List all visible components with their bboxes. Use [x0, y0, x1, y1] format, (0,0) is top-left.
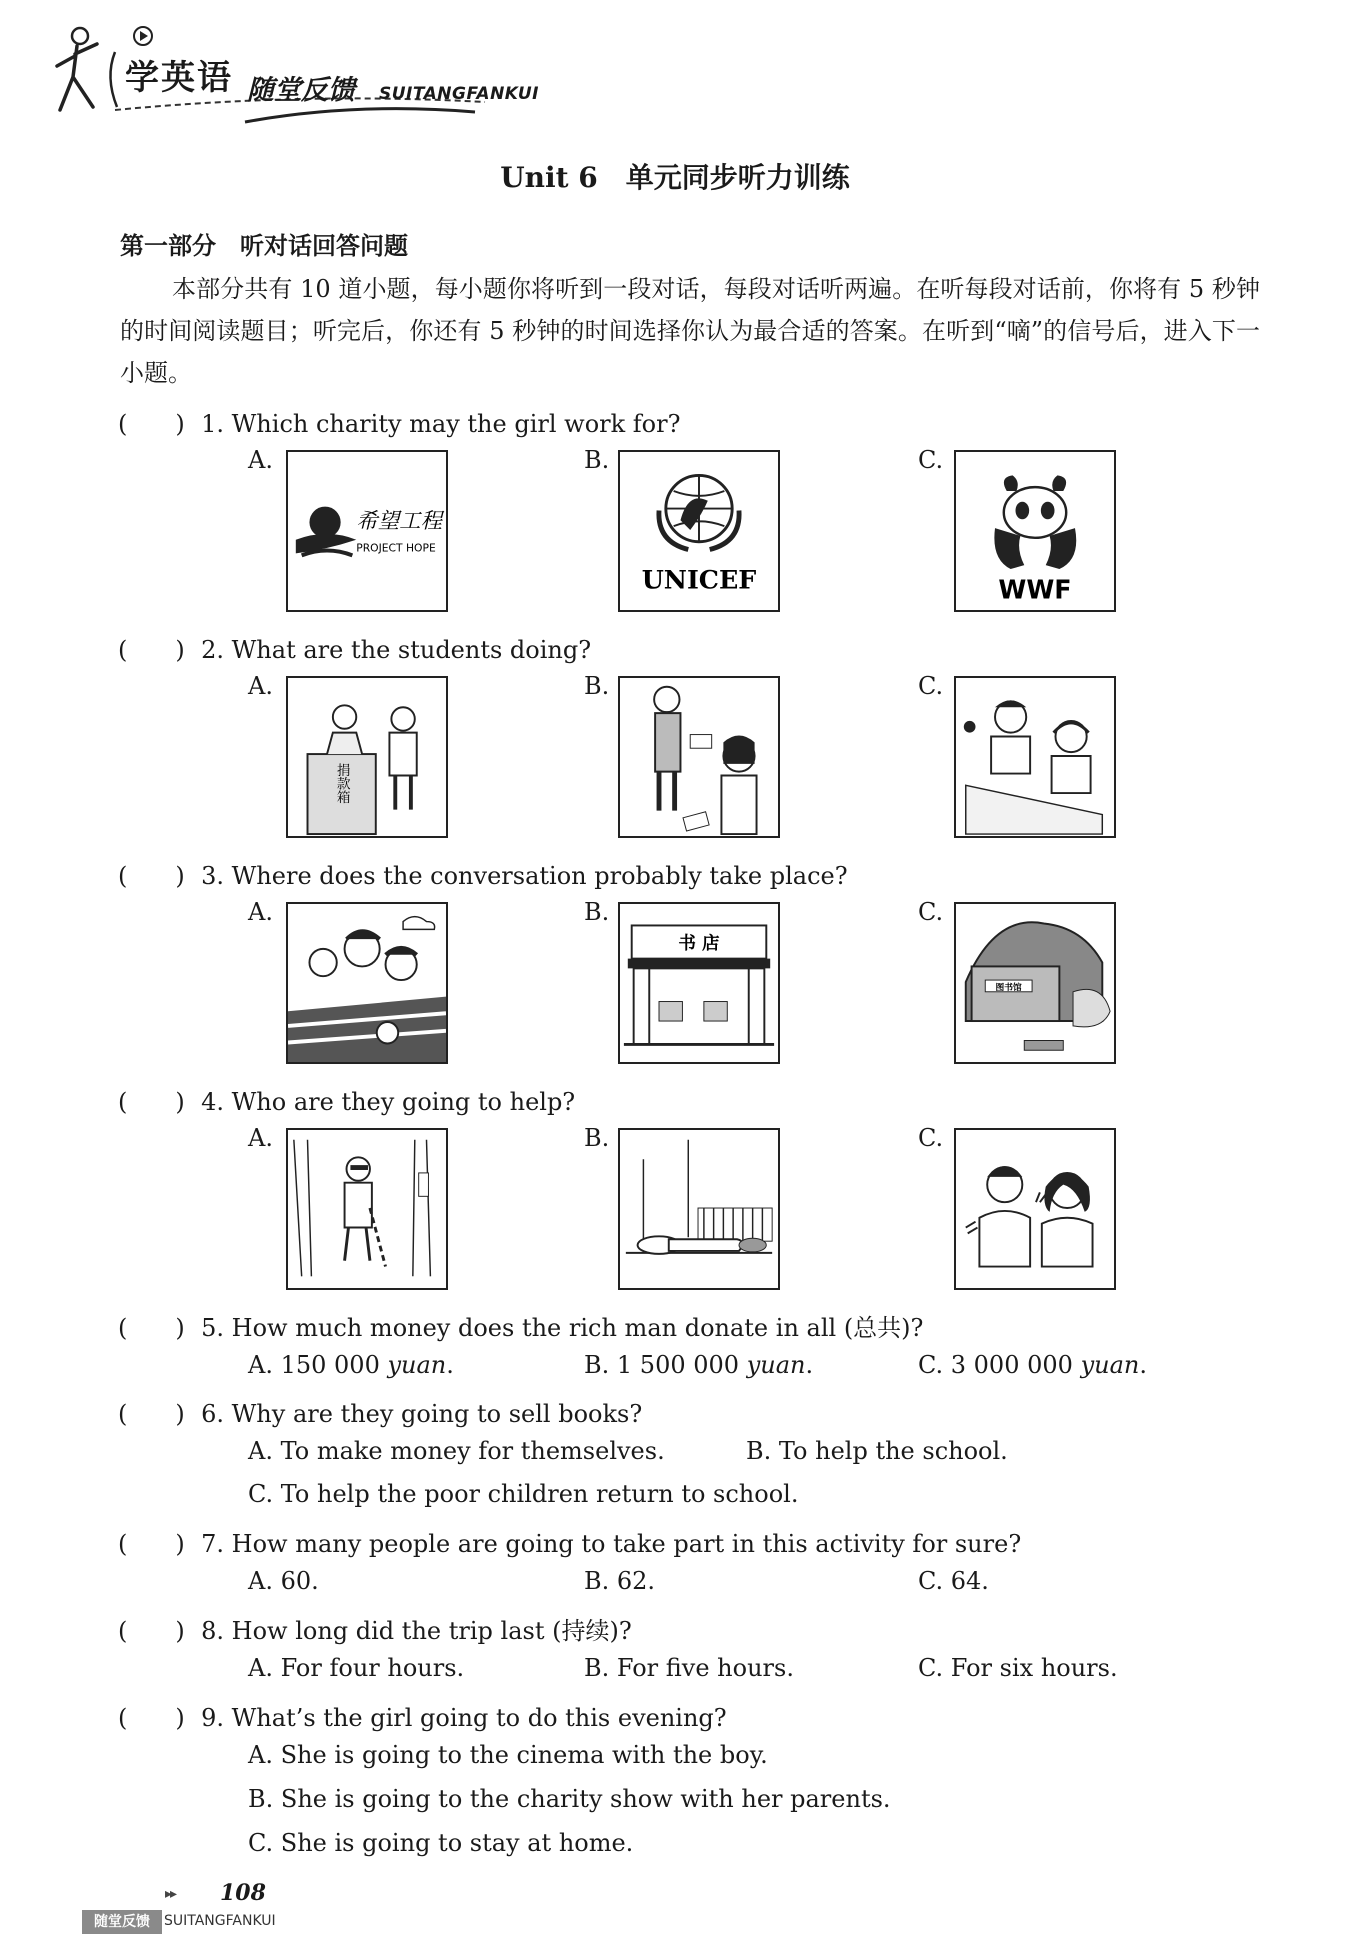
option-label: C.	[918, 672, 944, 700]
question-4	[118, 1082, 575, 1117]
option-label: C.	[918, 446, 944, 474]
page-number: 108	[220, 1880, 266, 1906]
option-b[interactable]: B. For five hours.	[584, 1654, 794, 1682]
option-label: A.	[248, 898, 273, 926]
option-label: A.	[248, 446, 273, 474]
option-c[interactable]: C. 64.	[918, 1567, 989, 1595]
option-b[interactable]: B. She is going to the charity show with her parents.	[248, 1785, 891, 1813]
question-text: How many people are going to take part in this activity for sure?	[231, 1530, 1022, 1558]
question-number: 5.	[201, 1314, 224, 1342]
option-label: B.	[584, 898, 610, 926]
option-c[interactable]: C. 3 000 000 yuan.	[918, 1351, 1147, 1379]
option-text: B. 1 500 000	[584, 1351, 740, 1379]
question-5	[118, 1308, 923, 1343]
question-number: 9.	[201, 1704, 224, 1732]
option-c[interactable]: C. For six hours.	[918, 1654, 1118, 1682]
deaf-couple-sign-language-picture[interactable]	[954, 1128, 1116, 1290]
bookstore-sign-text: 书 店	[678, 933, 720, 954]
question-number: 7.	[201, 1530, 224, 1558]
answer-blank[interactable]: ( )	[118, 410, 185, 438]
option-label: A.	[248, 672, 273, 700]
question-7	[118, 1524, 1021, 1559]
option-text: A. 150 000	[248, 1351, 380, 1379]
footer-latin-label: SUITANGFANKUI	[164, 1913, 276, 1929]
question-number: 6.	[201, 1400, 224, 1428]
question-text: Where does the conversation probably take place?	[231, 862, 848, 890]
option-label: C.	[918, 898, 944, 926]
question-9	[118, 1698, 727, 1733]
answer-blank[interactable]: ( )	[118, 1704, 185, 1732]
answer-blank[interactable]: ( )	[118, 1088, 185, 1116]
option-a[interactable]: A. She is going to the cinema with the boy.	[248, 1741, 768, 1769]
library-sign-text: 图书馆	[995, 982, 1022, 993]
option-b[interactable]: B. To help the school.	[746, 1437, 1008, 1465]
question-text: Which charity may the girl work for?	[231, 410, 681, 438]
option-c[interactable]: C. She is going to stay at home.	[248, 1829, 634, 1857]
option-label: B.	[584, 446, 610, 474]
option-a[interactable]: A. To make money for themselves.	[248, 1437, 665, 1465]
option-a[interactable]: A. 150 000 yuan.	[248, 1351, 454, 1379]
bookstore-picture[interactable]	[618, 902, 780, 1064]
question-text: How much money does the rich man donate in all (总共)?	[231, 1314, 924, 1342]
question-8	[118, 1611, 632, 1646]
section-instructions: 本部分共有 10 道小题，每小题你将听到一段对话，每段对话听两遍。在听每段对话前，你将有 5 秒钟的时间阅读题目；听完后，你还有 5 秒钟的时间选择你认为最合适的答案。在听到“嘀”的信号后，进入下一小题。	[120, 275, 1260, 387]
option-text: C. 3 000 000	[918, 1351, 1073, 1379]
answer-blank[interactable]: ( )	[118, 1530, 185, 1558]
option-unit: yuan	[746, 1351, 806, 1379]
section-title: 第一部分 听对话回答问题	[120, 232, 408, 260]
question-number: 8.	[201, 1617, 224, 1645]
footer-arrow-icon: ▸▸	[165, 1886, 176, 1902]
project-hope-logo[interactable]	[286, 450, 448, 612]
header-title: 学英语	[125, 58, 233, 98]
question-number: 2.	[201, 636, 224, 664]
question-2	[118, 630, 591, 665]
question-number: 1.	[201, 410, 224, 438]
question-text: What are the students doing?	[231, 636, 592, 664]
answer-blank[interactable]: ( )	[118, 636, 185, 664]
students-studying-picture[interactable]	[954, 676, 1116, 838]
option-label: B.	[584, 1124, 610, 1152]
blind-man-picture[interactable]	[286, 1128, 448, 1290]
header-latin-text: SUITANGFANKUI	[379, 84, 539, 104]
question-number: 3.	[201, 862, 224, 890]
students-giving-papers-picture[interactable]	[618, 676, 780, 838]
donation-box-label: 捐款箱	[333, 762, 350, 804]
donation-box-picture[interactable]	[286, 676, 448, 838]
option-c[interactable]: C. To help the poor children return to school.	[248, 1480, 799, 1508]
option-a[interactable]: A. 60.	[248, 1567, 319, 1595]
header-script-text: 随堂反馈	[247, 75, 355, 106]
option-unit: yuan	[1080, 1351, 1140, 1379]
option-unit: yuan	[387, 1351, 447, 1379]
project-hope-en-text: PROJECT HOPE	[356, 541, 436, 555]
option-b[interactable]: B. 62.	[584, 1567, 656, 1595]
wwf-logo[interactable]	[954, 450, 1116, 612]
question-6	[118, 1394, 642, 1429]
unit-title: Unit 6 单元同步听力训练	[500, 161, 850, 194]
answer-blank[interactable]: ( )	[118, 1400, 185, 1428]
wwf-text: WWF	[998, 574, 1072, 605]
option-a[interactable]: A. For four hours.	[248, 1654, 465, 1682]
library-picture[interactable]	[954, 902, 1116, 1064]
option-b[interactable]: B. 1 500 000 yuan.	[584, 1351, 814, 1379]
footer-cn-label: 随堂反馈	[82, 1910, 162, 1934]
homeless-man-picture[interactable]	[618, 1128, 780, 1290]
page-header	[55, 22, 545, 132]
question-text: How long did the trip last (持续)?	[231, 1617, 632, 1645]
question-number: 4.	[201, 1088, 224, 1116]
question-text: Why are they going to sell books?	[231, 1400, 643, 1428]
question-3	[118, 856, 848, 891]
playground-football-picture[interactable]	[286, 902, 448, 1064]
answer-blank[interactable]: ( )	[118, 1314, 185, 1342]
project-hope-cn-text: 希望工程	[356, 509, 443, 535]
unicef-text: UNICEF	[641, 564, 757, 595]
answer-blank[interactable]: ( )	[118, 862, 185, 890]
question-1	[118, 404, 680, 439]
footer-band	[82, 1910, 287, 1934]
option-label: B.	[584, 672, 610, 700]
answer-blank[interactable]: ( )	[118, 1617, 185, 1645]
option-label: A.	[248, 1124, 273, 1152]
question-text: Who are they going to help?	[231, 1088, 576, 1116]
question-text: What’s the girl going to do this evening?	[231, 1704, 727, 1732]
option-label: C.	[918, 1124, 944, 1152]
unicef-logo[interactable]	[618, 450, 780, 612]
